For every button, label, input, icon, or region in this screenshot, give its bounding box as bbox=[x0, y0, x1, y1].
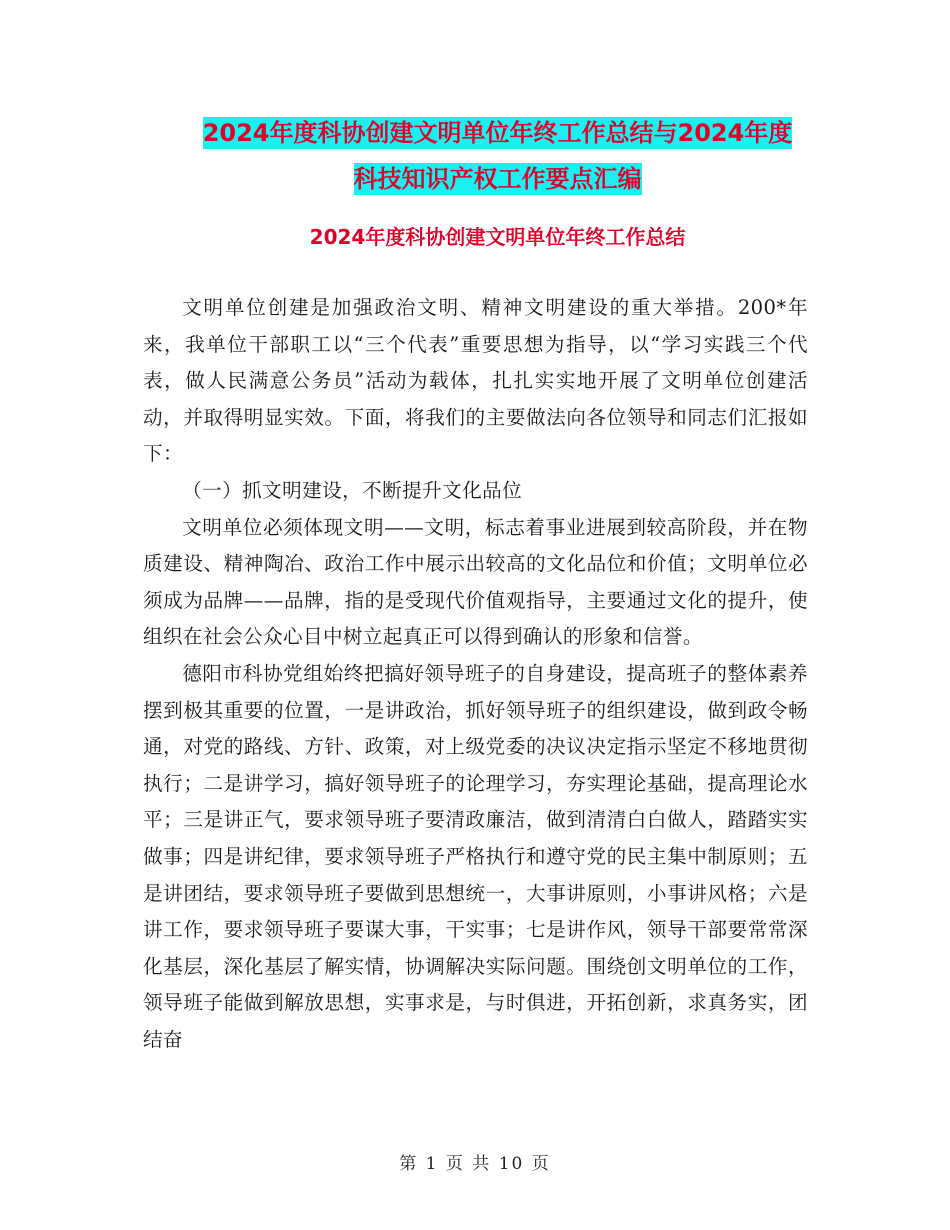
section-title: 2024年度科协创建文明单位年终工作总结 bbox=[309, 225, 686, 249]
document-title-line-1: 2024年度科协创建文明单位年终工作总结与2024年度 bbox=[202, 119, 793, 147]
page-footer: 第 1 页 共 10 页 bbox=[399, 1154, 551, 1174]
paragraph-civilization: 文明单位必须体现文明——文明，标志着事业进展到较高阶段，并在物质建设、精神陶冶、政治工作中展示出较高的文化品位和价值；文明单位必须成为品牌——品牌，指的是受现代价值观指导，主要通过文化的提升，使组织在社会公众心目中树立起真正可以得到确认的形象和信誉。 bbox=[143, 515, 808, 649]
paragraph-subheading: （一）抓文明建设，不断提升文化品位 bbox=[182, 478, 523, 502]
document-title-line-2: 科技知识产权工作要点汇编 bbox=[353, 165, 642, 193]
document-body bbox=[143, 290, 808, 1058]
paragraph-intro: 文明单位创建是加强政治文明、精神文明建设的重大举措。200*年来，我单位干部职工以“三个代表”重要思想为指导，以“学习实践三个代表，做人民满意公务员”活动为载体，扎扎实实地开展了文明单位创建活动，并取得明显实效。下面，将我们的主要做法向各位领导和同志们汇报如下： bbox=[143, 296, 808, 466]
document-title bbox=[140, 110, 855, 202]
paragraph-leadership: 德阳市科协党组始终把搞好领导班子的自身建设，提高班子的整体素养摆到极其重要的位置，一是讲政治，抓好领导班子的组织建设，做到政令畅通，对党的路线、方针、政策，对上级党委的决议决定指示坚定不移地贯彻执行；二是讲学习，搞好领导班子的论理学习，夯实理论基础，提高理论水平；三是讲正气，要求领导班子要清政廉洁，做到清清白白做人，踏踏实实做事；四是讲纪律，要求领导班子严格执行和遵守党的民主集中制原则；五是讲团结，要求领导班子要做到思想统一，大事讲原则，小事讲风格；六是讲工作，要求领导班子要谋大事，干实事；七是讲作风，领导干部要常常深化基层，深化基层了解实情，协调解决实际问题。围绕创文明单位的工作，领导班子能做到解放思想，实事求是，与时俱进，开拓创新，求真务实，团结奋 bbox=[143, 661, 808, 1051]
